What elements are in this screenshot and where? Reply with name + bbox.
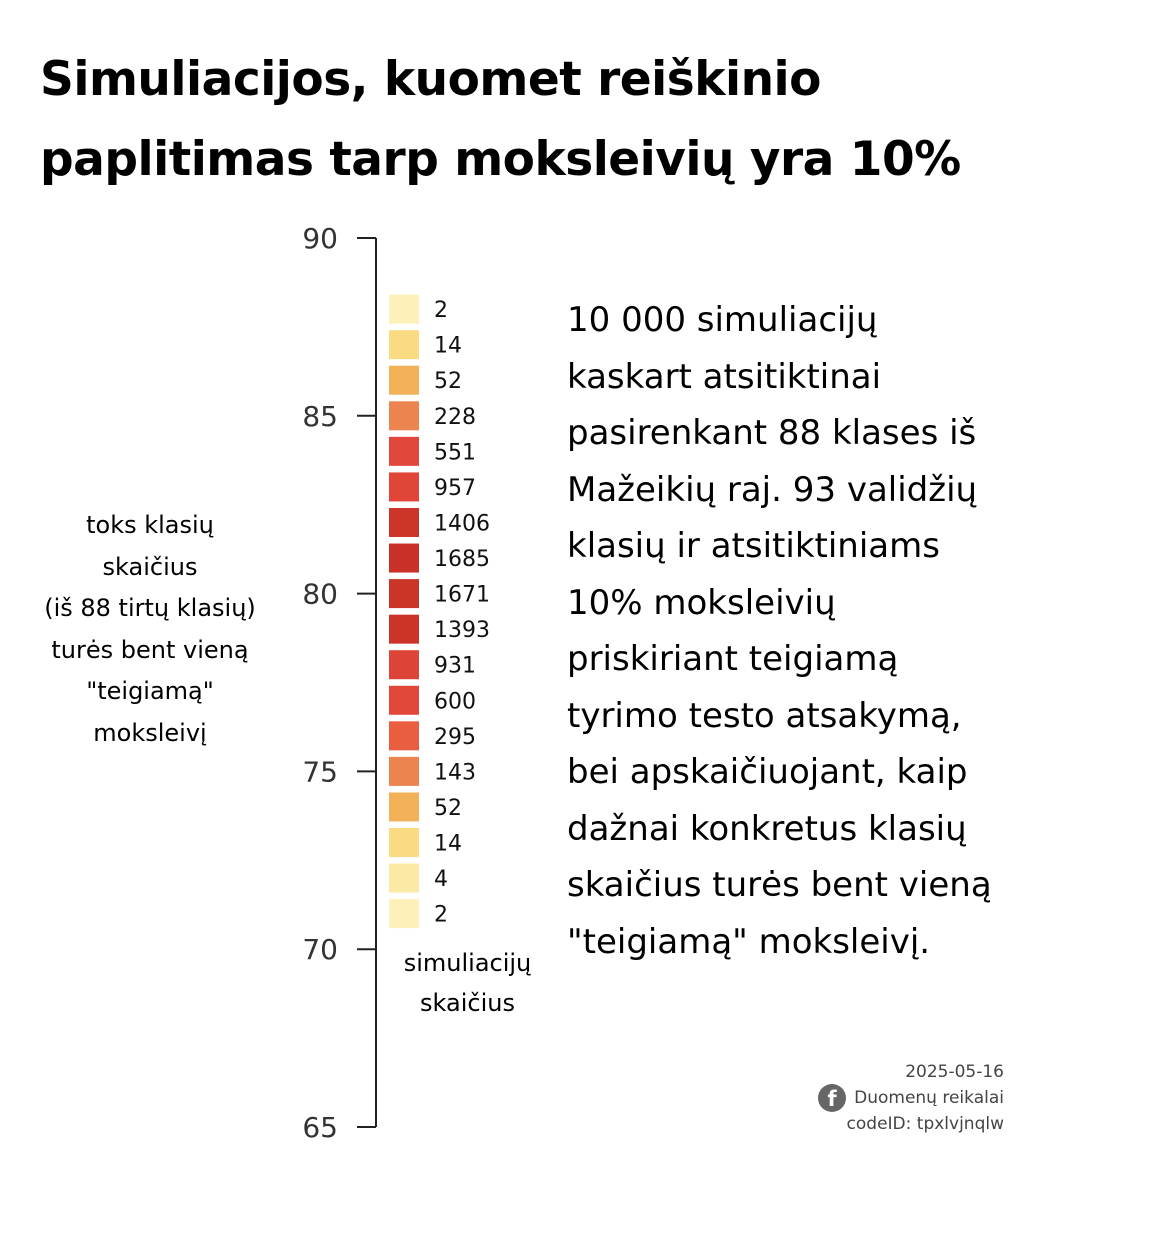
cell-value-label-76: 295 [434,724,476,750]
y-axis-label-line: (iš 88 tirtų klasių) [44,594,256,622]
cell-71 [389,899,419,928]
cell-value-label-73: 14 [434,831,462,857]
footer-source-text: Duomenų reikalai [854,1088,1004,1108]
count-axis-label [380,943,555,1023]
cell-value-label-79: 1393 [434,618,490,644]
cell-87 [389,330,419,359]
description-line: dažnai konkretus klasių [567,808,967,849]
title-line-1: Simuliacijos, kuomet reiškinio [40,52,821,107]
cell-value-label-84: 551 [434,440,476,466]
cell-82 [389,508,419,537]
y-tick-label-85: 85 [302,399,338,433]
description-line: 10% moksleivių [567,582,836,623]
cell-value-label-82: 1406 [434,511,490,537]
y-axis-label-line: turės bent vieną [51,635,249,664]
cell-74 [389,792,419,821]
count-label-line: simuliacijų [403,949,532,977]
description-line: bei apskaičiuojant, kaip [567,752,968,792]
cell-value-label-85: 228 [434,404,476,430]
y-axis-label-line: moksleivį [93,718,207,747]
cell-85 [389,401,419,430]
y-tick-label-90: 90 [302,222,338,255]
cell-value-label-86: 52 [434,369,462,395]
description-line: skaičius turės bent vieną [567,865,992,905]
description-line: klasių ir atsitiktiniams [567,526,940,566]
description-line: "teigiamą" moksleivį. [567,921,931,962]
cell-84 [389,437,419,466]
description-text [567,292,1127,970]
cell-value-label-71: 2 [434,902,448,928]
title-line-2: paplitimas tarp moksleivių yra 10% [40,132,961,187]
cell-86 [389,366,419,395]
y-tick-label-65: 65 [302,1111,338,1144]
y-axis-label-line: skaičius [102,552,198,581]
y-axis-label-line: "teigiamą" [86,677,214,705]
cell-value-label-88: 2 [434,298,448,324]
count-label-line: skaičius [420,989,515,1017]
cell-value-label-78: 931 [434,653,476,679]
cell-76 [389,721,419,750]
cell-77 [389,686,419,715]
cell-75 [389,757,419,786]
description-line: 10 000 simuliacijų [567,300,878,340]
cell-value-label-87: 14 [434,333,462,359]
y-tick-label-80: 80 [302,577,338,611]
cell-value-label-80: 1671 [434,582,490,608]
footer-date: 2025-05-16 [905,1062,1004,1082]
cell-78 [389,650,419,679]
footer-source[interactable] [818,1084,1004,1112]
cell-value-label-83: 957 [434,475,476,501]
cell-83 [389,472,419,501]
y-tick-label-75: 75 [302,755,338,789]
facebook-icon: f [818,1084,846,1112]
cell-80 [389,579,419,608]
y-tick-label-70: 70 [302,933,338,967]
description-line: pasirenkant 88 klases iš [567,413,977,453]
cell-81 [389,544,419,573]
footer [818,1060,1004,1136]
cell-88 [389,295,419,324]
description-line: priskiriant teigiamą [567,639,899,679]
description-line: kaskart atsitiktinai [567,356,882,397]
cell-79 [389,615,419,644]
description-line: Mažeikių raj. 93 validžių [567,469,978,510]
y-axis-label-line: toks klasių [86,511,214,539]
cell-value-label-81: 1685 [434,547,490,573]
cell-value-label-74: 52 [434,795,462,821]
cell-value-label-75: 143 [434,760,476,786]
y-axis-label [20,505,280,754]
cell-value-label-72: 4 [434,867,448,893]
cell-72 [389,864,419,893]
cell-73 [389,828,419,857]
footer-code: codeID: tpxlvjnqlw [846,1114,1004,1134]
cell-value-label-77: 600 [434,689,476,715]
description-line: tyrimo testo atsakymą, [567,695,962,736]
